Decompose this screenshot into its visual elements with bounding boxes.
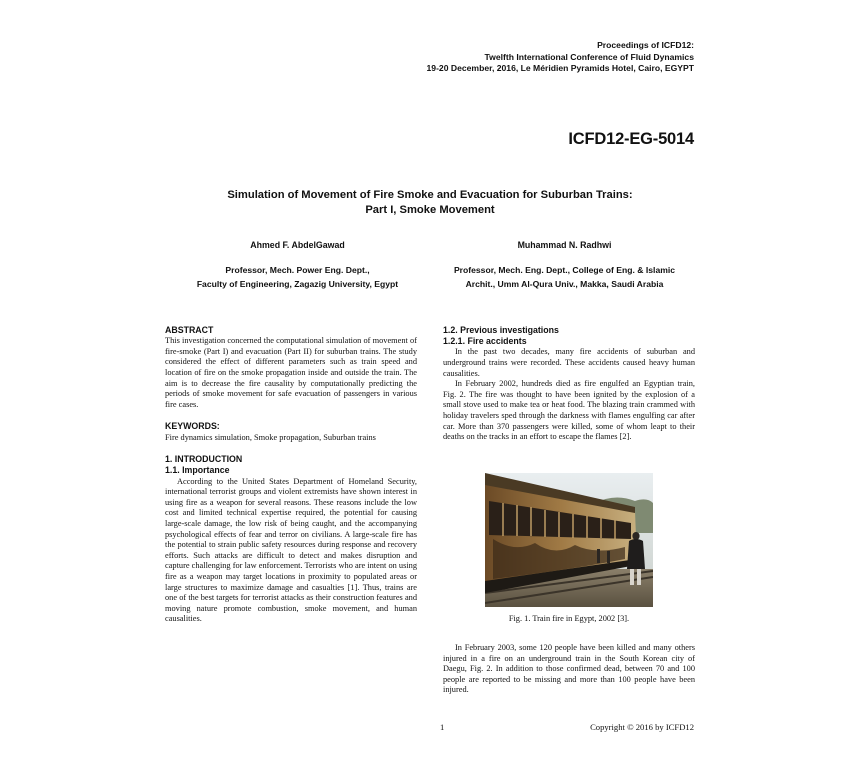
right-column-bottom xyxy=(443,643,695,696)
fire-accidents-subheading: 1.2.1. Fire accidents xyxy=(443,336,527,347)
page-number: 1 xyxy=(440,722,445,732)
author-2-affiliation xyxy=(432,264,697,291)
header-line-1: Proceedings of ICFD12: xyxy=(597,40,694,50)
figure-caption: Fig. 1. Train fire in Egypt, 2002 [3]. xyxy=(508,614,630,623)
left-column xyxy=(165,325,417,625)
paper-id: ICFD12-EG-5014 xyxy=(568,130,694,148)
title-line-1: Simulation of Movement of Fire Smoke and Evacuation for Suburban Trains: xyxy=(227,189,633,201)
abstract-text: This investigation concerned the computational simulation of movement of fire-smoke (Part I) and evacuation (Part II) for suburban trains. The study considered the effect of different parameters such as train speed and location of fire on the smoke propagation inside and outside the train. The aim is to decrease the fire causality by computationally predicting the periods of smoke movement for safe evacuation of passengers in various fire cases. xyxy=(165,336,417,409)
previous-para-2: In February 2002, hundreds died as fire engulfed an Egyptian train, Fig. 2. The fire was thought to have been ignited by the explosion of a small stove used to make tea or heat food. The blazing train crammed with holiday travelers sped through the darkness with flames engulfing car after car. More than 370 passengers were killed, some of whom leapt to their deaths on the tracks in an effort to escape the flames [2]. xyxy=(443,379,695,442)
author-1-name: Ahmed F. AbdelGawad xyxy=(250,240,345,250)
header-line-2: Twelfth International Conference of Fluid Dynamics xyxy=(484,51,694,62)
train-fire-photo xyxy=(485,473,653,607)
title-line-2: Part I, Smoke Movement xyxy=(365,204,495,216)
right-column xyxy=(443,325,695,443)
author-2-affil-line-2: Archit., Umm Al-Qura Univ., Makka, Saudi Arabia xyxy=(465,278,664,289)
proceedings-header xyxy=(274,40,694,75)
introduction-heading: 1. INTRODUCTION xyxy=(165,454,243,465)
author-2-affil-line-1: Professor, Mech. Eng. Dept., College of Eng. & Islamic xyxy=(453,265,676,275)
author-1-affil-line-2: Faculty of Engineering, Zagazig University, Egypt xyxy=(196,278,399,289)
abstract-heading: ABSTRACT xyxy=(165,325,214,335)
paper-title xyxy=(165,188,695,218)
keywords-text: Fire dynamics simulation, Smoke propagation, Suburban trains xyxy=(165,432,376,442)
keywords-heading: KEYWORDS: xyxy=(165,421,220,432)
author-1-affil-line-1: Professor, Mech. Power Eng. Dept., xyxy=(225,265,370,275)
copyright-notice: Copyright © 2016 by ICFD12 xyxy=(590,722,694,732)
header-line-3: 19-20 December, 2016, Le Méridien Pyramids Hotel, Cairo, EGYPT xyxy=(426,63,694,74)
author-2-name: Muhammad N. Radhwi xyxy=(517,240,612,250)
previous-investigations-heading: 1.2. Previous investigations xyxy=(443,325,559,335)
importance-subheading: 1.1. Importance xyxy=(165,465,230,476)
introduction-text: According to the United States Department of Homeland Security, international terrorist groups and violent extremists have shown interest in using fire as a weapon for several reasons. These reasons include the low cost and limited technical expertise required, the potential for causing large-scale damage, the low risk of being caught, and the accompanying psychological effects of fear and terror on civilians. A large-scale fire has the potential to strain public safety resources during response and recovery efforts. Such attacks are difficult to detect and makes disruption and capture challenging for law enforcement. Terrorists who are intent on using fire as a weapon may target locations in proximity to populated areas or large structures to maximize damage and casualties [1]. Thus, trains are one of the best targets for terrorist attacks as their construction features and moving nature promote combustion, smoke movement, and human causalities. xyxy=(165,476,417,624)
previous-para-1: In the past two decades, many fire accidents of suburban and underground trains were recorded. These accidents caused heavy human causalities. xyxy=(443,347,695,378)
previous-para-3: In February 2003, some 120 people have been killed and many others injured in a fire on an underground train in the South Korean city of Daegu, Fig. 2. In addition to those confirmed dead, between 70 and 100 people are reported to be missing and more than 100 people have been injured. xyxy=(443,643,695,695)
author-1-affiliation xyxy=(165,264,430,291)
